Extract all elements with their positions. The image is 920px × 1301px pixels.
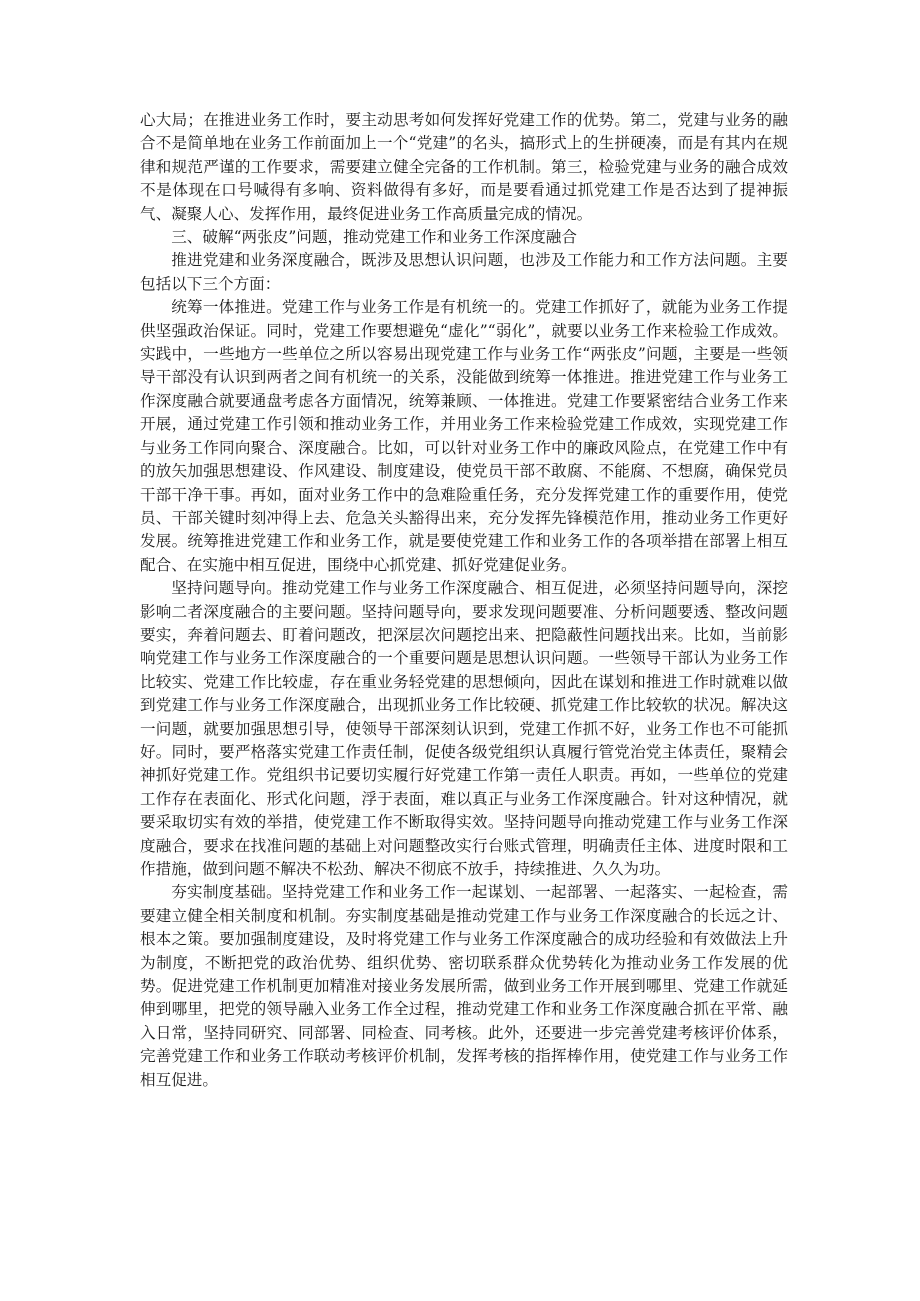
paragraph-institutional-foundation: 夯实制度基础。坚持党建工作和业务工作一起谋划、一起部署、一起落实、一起检查，需要建立健全相关制度和机制。夯实制度基础是推动党建工作与业务工作深度融合的长远之计、根本之策。要加强制度建设，及时将党建工作与业务工作深度融合的成功经验和有效做法上升为制度，不断把党的政治优势、组织优势、密切联系群众优势转化为推动业务工作发展的优势。促进党建工作机制更加精准对接业务发展所需，做到业务工作开展到哪里、党建工作就延伸到哪里，把党的领导融入业务工作全过程，推动党建工作和业务工作深度融合抓在平常、融入日常，坚持同研究、同部署、同检查、同考核。此外，还要进一步完善党建考核评价体系，完善党建工作和业务工作联动考核评价机制，发挥考核的指挥棒作用，使党建工作与业务工作相互促进。 [140, 883, 788, 1089]
document-body [140, 109, 788, 1092]
paragraph-continuation: 心大局；在推进业务工作时，要主动思考如何发挥好党建工作的优势。第二，党建与业务的融合不是简单地在业务工作前面加上一个“党建”的名头，搞形式上的生拼硬凑，而是有其内在规律和规范严谨的工作要求，需要建立健全完备的工作机制。第三，检验党建与业务的融合成效不是体现在口号喊得有多响、资料做得有多好，而是要看通过抓党建工作是否达到了提神振气、凝聚人心、发挥作用，最终促进业务工作高质量完成的情况。 [140, 111, 788, 223]
paragraph-problem-orientation: 坚持问题导向。推动党建工作与业务工作深度融合、相互促进，必须坚持问题导向，深挖影响二者深度融合的主要问题。坚持问题导向，要求发现问题要准、分析问题要透、整改问题要实，奔着问题去、盯着问题改，把深层次问题挖出来、把隐蔽性问题找出来。比如，当前影响党建工作与业务工作深度融合的一个重要问题是思想认识问题。一些领导干部认为业务工作比较实、党建工作比较虚，存在重业务轻党建的思想倾向，因此在谋划和推进工作时就难以做到党建工作与业务工作深度融合，出现抓业务工作比较硬、抓党建工作比较软的状况。解决这一问题，就要加强思想引导，使领导干部深刻认识到，党建工作抓不好，业务工作也不可能抓好。同时，要严格落实党建工作责任制，促使各级党组织认真履行管党治党主体责任，聚精会神抓好党建工作。党组织书记要切实履行好党建工作第一责任人职责。再如，一些单位的党建工作存在表面化、形式化问题，浮于表面，难以真正与业务工作深度融合。针对这种情况，就要采取切实有效的举措，使党建工作不断取得实效。坚持问题导向推动党建工作与业务工作深度融合，要求在找准问题的基础上对问题整改实行台账式管理，明确责任主体、进度时限和工作措施，做到问题不解决不松劲、解决不彻底不放手，持续推进、久久为功。 [140, 579, 788, 878]
paragraph-intro: 推进党建和业务深度融合，既涉及思想认识问题，也涉及工作能力和工作方法问题。主要包括以下三个方面： [140, 251, 788, 293]
section-heading: 三、破解“两张皮”问题，推动党建工作和业务工作深度融合 [171, 228, 577, 247]
paragraph-unified-advancement: 统筹一体推进。党建工作与业务工作是有机统一的。党建工作抓好了，就能为业务工作提供坚强政治保证。同时，党建工作要想避免“虚化”“弱化”，就要以业务工作来检验工作成效。实践中，一些地方一些单位之所以容易出现党建工作与业务工作“两张皮”问题，主要是一些领导干部没有认识到两者之间有机统一的关系，没能做到统筹一体推进。推进党建工作与业务工作深度融合就要通盘考虑各方面情况，统筹兼顾、一体推进。党建工作要紧密结合业务工作来开展，通过党建工作引领和推动业务工作，并用业务工作来检验党建工作成效，实现党建工作与业务工作同向聚合、深度融合。比如，可以针对业务工作中的廉政风险点，在党建工作中有的放矢加强思想建设、作风建设、制度建设，使党员干部不敢腐、不能腐、不想腐，确保党员干部干净干事。再如，面对业务工作中的急难险重任务，充分发挥党建工作的重要作用，使党员、干部关键时刻冲得上去、危急关头豁得出来，充分发挥先锋模范作用，推动业务工作更好发展。统筹推进党建工作和业务工作，就是要使党建工作和业务工作的各项举措在部署上相互配合、在实施中相互促进，围绕中心抓党建、抓好党建促业务。 [140, 298, 788, 574]
